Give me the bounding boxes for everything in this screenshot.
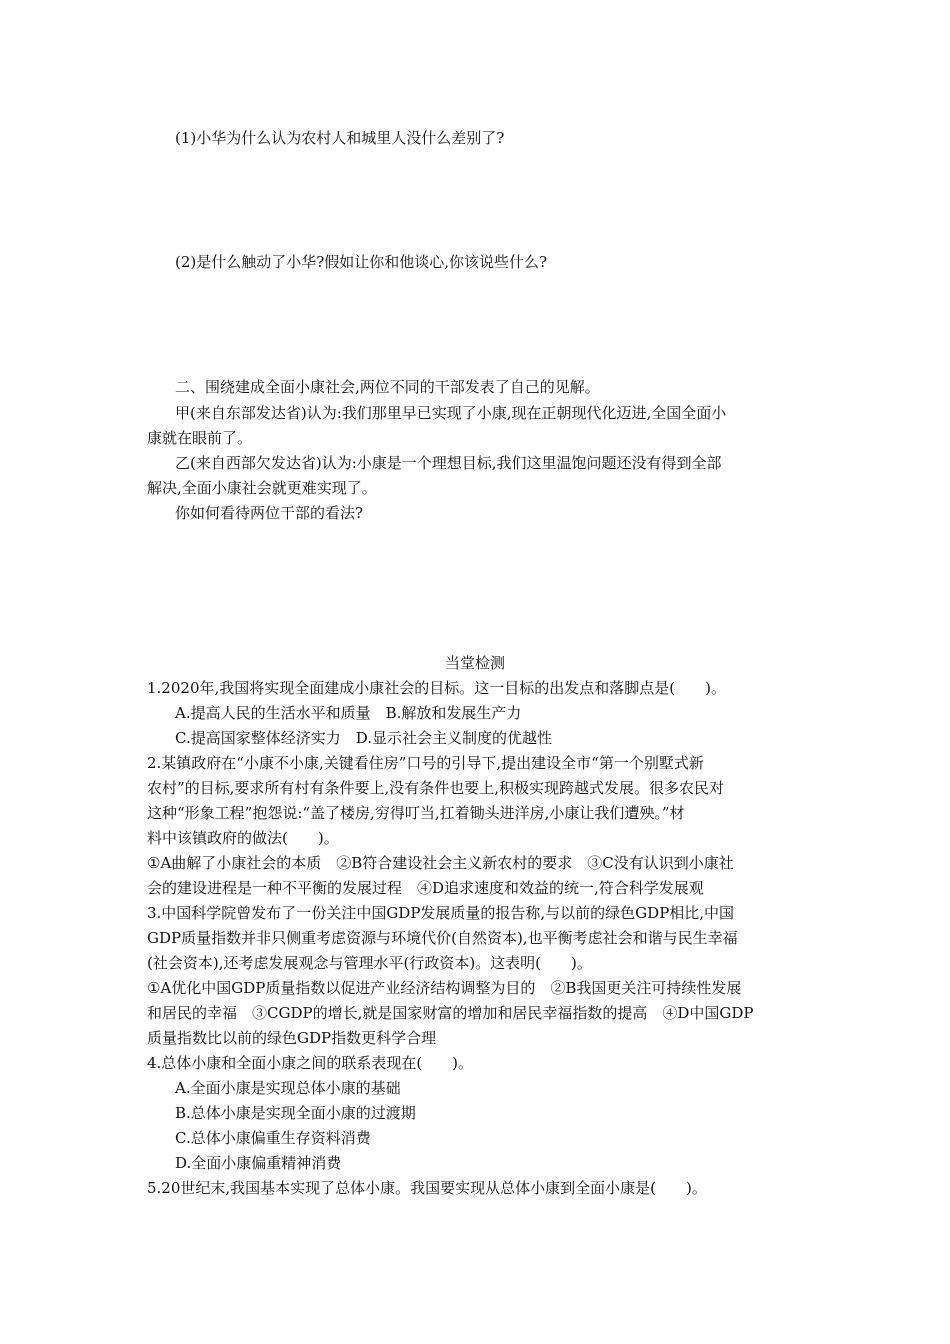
section2-heading: 二、围绕建成全面小康社会,两位不同的干部发表了自己的见解。 xyxy=(175,378,600,396)
section2-jia-line-1: 甲(来自东部发达省)认为:我们那里早已实现了小康,现在正朝现代化迈进,全国全面小 xyxy=(175,404,727,422)
quiz-q3-line-1: 3.中国科学院曾发布了一份关注中国GDP发展质量的报告称,与以前的绿色GDP相比,中国 xyxy=(147,904,735,922)
quiz-q2-line-3: 这种“形象工程”抱怨说:“盖了楼房,穷得叮当,扛着锄头进洋房,小康让我们遭殃。”材 xyxy=(147,804,685,822)
quiz-q2-line-4: 料中该镇政府的做法( )。 xyxy=(147,829,339,847)
quiz-q1-options-row-2: C.提高国家整体经济实力 D.显示社会主义制度的优越性 xyxy=(175,729,552,747)
section1-question-1: (1)小华为什么认为农村人和城里人没什么差别了? xyxy=(175,129,505,147)
quiz-q4-option-b: B.总体小康是实现全面小康的过渡期 xyxy=(175,1104,416,1122)
quiz-q2-line-1: 2.某镇政府在“小康不小康,关键看住房”口号的引导下,提出建设全市“第一个别墅式新 xyxy=(147,754,704,772)
quiz-q4-stem: 4.总体小康和全面小康之间的联系表现在( )。 xyxy=(147,1054,474,1072)
section2-jia-line-2: 康就在眼前了。 xyxy=(147,429,253,447)
quiz-q1-options-row-1: A.提高人民的生活水平和质量 B.解放和发展生产力 xyxy=(175,704,522,722)
quiz-q1-stem: 1.2020年,我国将实现全面建成小康社会的目标。这一目标的出发点和落脚点是( )。 xyxy=(147,679,726,697)
quiz-q2-line-2: 农村”的目标,要求所有村有条件要上,没有条件也要上,积极实现跨越式发展。很多农民对 xyxy=(147,779,724,797)
quiz-q3-line-5: 和居民的幸福 ③CGDP的增长,就是国家财富的增加和居民幸福指数的提高 ④D中国GDP xyxy=(147,1004,754,1022)
quiz-q2-line-6: 会的建设进程是一种不平衡的发展过程 ④D追求速度和效益的统一,符合科学发展观 xyxy=(147,879,704,897)
quiz-q3-line-6: 质量指数比以前的绿色GDP指数更科学合理 xyxy=(147,1029,437,1047)
quiz-q5-stem: 5.20世纪末,我国基本实现了总体小康。我国要实现从总体小康到全面小康是( )。 xyxy=(147,1179,707,1197)
quiz-q4-option-c: C.总体小康偏重生存资料消费 xyxy=(175,1129,371,1147)
quiz-q3-line-2: GDP质量指数并非只侧重考虑资源与环境代价(自然资本),也平衡考虑社会和谐与民生幸福 xyxy=(147,929,738,947)
quiz-title: 当堂检测 xyxy=(444,654,505,672)
quiz-q3-line-3: (社会资本),还考虑发展观念与管理水平(行政资本)。这表明( )。 xyxy=(147,954,592,972)
section1-question-2: (2)是什么触动了小华?假如让你和他谈心,你该说些什么? xyxy=(175,253,548,271)
section2-question: 你如何看待两位干部的看法? xyxy=(175,504,364,522)
quiz-q4-option-a: A.全面小康是实现总体小康的基础 xyxy=(175,1079,401,1097)
quiz-q4-option-d: D.全面小康偏重精神消费 xyxy=(175,1154,342,1172)
quiz-q2-line-5: ①A曲解了小康社会的本质 ②B符合建设社会主义新农村的要求 ③C没有认识到小康社 xyxy=(147,854,734,872)
quiz-q3-line-4: ①A优化中国GDP质量指数以促进产业经济结构调整为目的 ②B我国更关注可持续性发展 xyxy=(147,979,742,997)
section2-yi-line-2: 解决,全面小康社会就更难实现了。 xyxy=(147,479,377,497)
section2-yi-line-1: 乙(来自西部欠发达省)认为:小康是一个理想目标,我们这里温饱问题还没有得到全部 xyxy=(175,454,722,472)
